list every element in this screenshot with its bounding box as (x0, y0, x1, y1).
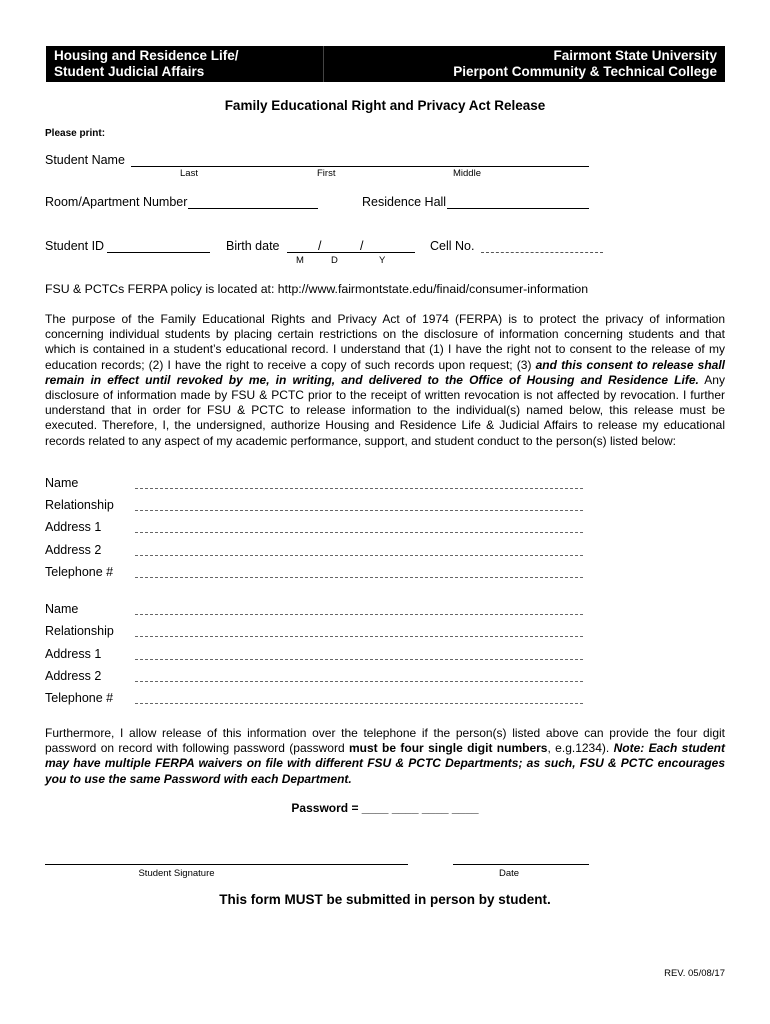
ferpa-policy-line: FSU & PCTCs FERPA policy is located at: http://www.fairmontstate.edu/finaid/consumer-information (45, 282, 589, 296)
student-id-label: Student ID (45, 239, 105, 253)
furthermore-bold-requirement: must be four single digit numbers (349, 741, 548, 756)
furthermore-text-1: Furthermore, I allow release of this information over the telephone if the person(s) listed above can provide the four digit password on record with following password (password (45, 726, 725, 756)
contact1-relationship-label: Relationship (45, 498, 114, 512)
purpose-paragraph (45, 312, 725, 449)
please-print-label: Please print: (45, 128, 106, 139)
room-number-label: Room/Apartment Number (45, 195, 188, 209)
student-signature-field[interactable] (45, 864, 408, 865)
submit-note: This form MUST be submitted in person by student. (219, 892, 551, 907)
telephone-release-paragraph (45, 726, 725, 787)
contact1-name-label: Name (45, 476, 79, 490)
contact2-telephone-field[interactable] (135, 703, 583, 704)
form-title: Family Educational Right and Privacy Act Release (224, 98, 546, 113)
name-last-caption: Last (180, 168, 198, 179)
contact2-name-field[interactable] (135, 614, 583, 615)
furthermore-text-2: , e.g.1234). (547, 741, 614, 756)
date-field[interactable] (453, 864, 589, 865)
header-divider (323, 46, 324, 82)
name-middle-caption: Middle (453, 168, 481, 179)
birth-date-slash-2: / (360, 239, 364, 253)
purpose-text-1: The purpose of the Family Educational Rights and Privacy Act of 1974 (FERPA) is to protect the privacy of information concerning individual students by placing certain restrictions on the disclosure of information concerning students and that which is contained in a student’s educational record. I understand that (1) I have the right not to consent to the release of my education records; (2) I have the right to receive a copy of such records upon request; (3) (45, 312, 725, 372)
student-name-label: Student Name (45, 153, 125, 167)
contact2-relationship-label: Relationship (45, 624, 114, 638)
header-right-line2: Pierpont Community & Technical College (453, 64, 717, 79)
furthermore-note: Note: Each student may have multiple FERPA waivers on file with different FSU & PCTC Departments; as such, FSU & PCTC encourages you to use the same Password with each Department. (45, 741, 725, 786)
birth-month-caption: M (296, 255, 304, 266)
contact2-relationship-field[interactable] (135, 636, 583, 637)
header-bar (46, 46, 725, 82)
birth-year-caption: Y (379, 255, 386, 266)
birth-date-field[interactable] (287, 252, 415, 253)
cell-number-field[interactable] (481, 252, 603, 253)
contact2-address1-label: Address 1 (45, 647, 102, 661)
contact1-relationship-field[interactable] (135, 510, 583, 511)
birth-date-slash-1: / (318, 239, 322, 253)
residence-hall-field[interactable] (447, 208, 589, 209)
password-field[interactable]: Password = ____ ____ ____ ____ (291, 801, 479, 815)
cell-number-label: Cell No. (430, 239, 475, 253)
student-signature-caption: Student Signature (138, 868, 215, 879)
contact1-telephone-field[interactable] (135, 577, 583, 578)
birth-day-caption: D (331, 255, 338, 266)
purpose-text-2: Any disclosure of information made by FSU & PCTC prior to the receipt of written revocation is not affected by revocation. I further understand that in order for FSU & PCTC to release information to the individual(s) named below, this release must be executed. Therefore, I, the undersigned, authorize Housing and Residence Life & Judicial Affairs to release my educational records related to any aspect of my academic performance, support, and student conduct to the person(s) listed below: (45, 372, 725, 448)
student-name-field[interactable] (131, 166, 589, 167)
student-id-field[interactable] (107, 252, 210, 253)
date-caption: Date (498, 868, 520, 879)
name-first-caption: First (317, 168, 336, 179)
header-institution (453, 48, 717, 80)
contact1-telephone-label: Telephone # (45, 565, 114, 579)
contact2-address2-field[interactable] (135, 681, 583, 682)
contact2-telephone-label: Telephone # (45, 691, 114, 705)
residence-hall-label: Residence Hall (362, 195, 447, 209)
header-right-line1: Fairmont State University (553, 48, 717, 63)
contact2-name-label: Name (45, 602, 79, 616)
purpose-bold-consent: and this consent to release shall remain in effect until revoked by me, in writing, and delivered to the Office of Housing and Residence Life. (45, 357, 726, 387)
header-left-line1: Housing and Residence Life/ (54, 48, 239, 63)
contact1-address2-label: Address 2 (45, 543, 102, 557)
header-left-line2: Student Judicial Affairs (54, 64, 205, 79)
revision-label: REV. 05/08/17 (664, 968, 725, 979)
contact2-address2-label: Address 2 (45, 669, 102, 683)
contact1-address1-label: Address 1 (45, 520, 102, 534)
contact1-address2-field[interactable] (135, 555, 583, 556)
birth-date-label: Birth date (226, 239, 280, 253)
contact2-address1-field[interactable] (135, 659, 583, 660)
header-department (54, 48, 239, 80)
room-number-field[interactable] (188, 208, 318, 209)
contact1-name-field[interactable] (135, 488, 583, 489)
contact1-address1-field[interactable] (135, 532, 583, 533)
